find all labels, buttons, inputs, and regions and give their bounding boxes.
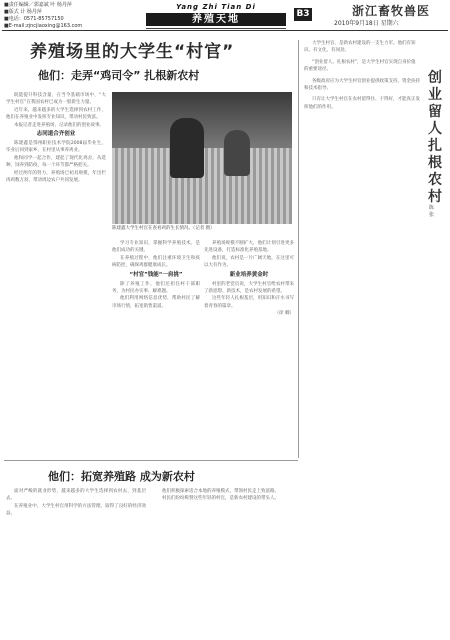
paragraph: 村里的老党员说，大学生村官给农村带来了新思想、新技术，是农村发展的希望。 [204, 281, 294, 295]
meta-line: ■电话：0571-85757150 [4, 16, 64, 22]
paragraph: 他们积极探索适合本地的养殖模式，带领村民走上致富路。 [162, 489, 279, 494]
paragraph: 村民们纷纷称赞这些年轻的村官，是新农村建设的带头人。 [162, 496, 279, 502]
masthead [0, 0, 450, 30]
section-divider [4, 460, 298, 461]
page-number-badge: B3 [294, 8, 312, 21]
paragraph: 这些年轻人扎根基层，用知识和汗水书写着青春的篇章。 [204, 296, 294, 309]
header-rule [2, 30, 448, 31]
section-underline [146, 28, 286, 29]
paragraph: 陈建鑫是鄂州职业技术学院2008届毕业生，毕业后回到家乡，在村里从事养鸡业。 [6, 141, 106, 154]
paragraph: 既能提升科技含量，在当今基础市场中，“大学生村官”在我国农村已成为一股新生力量。 [6, 93, 106, 106]
paragraph: 除了养殖工作，他们还担任村干部职务，为村民办实事、解难题。 [112, 281, 200, 295]
photo-person [170, 118, 204, 178]
paragraph: 经过两年的努力，养殖场已初具规模，年出栏肉鸡数万羽，带动周边农户共同发展。 [6, 170, 106, 184]
article-column-mid [112, 240, 200, 310]
commentary-author: 陈 张 [429, 205, 435, 218]
paragraph: 他们说，农村是一片广阔天地，在这里可以大有作为。 [204, 255, 294, 269]
article-photo [112, 92, 292, 224]
paragraph: 学习专业知识，掌握科学养殖技术，是他们成功的关键。 [112, 241, 200, 254]
issue-date: 2010年9月18日 星期六 [334, 20, 399, 27]
byline: （徐 卿） [274, 311, 294, 317]
article-column-right [154, 488, 294, 503]
commentary-title: 创业留人扎根农村 [428, 70, 442, 205]
subheading: “村官”钱能“一肩挑” [129, 271, 183, 278]
section-pinyin: Yang Zhi Tian Di [176, 3, 256, 11]
paragraph: 近年来，越来越多的大学生选择到农村工作，他们在养殖业中发挥专业知识，带动村民致富。 [6, 107, 106, 121]
paragraph: 本报记者走进养殖场，记录他们的创业故事。 [14, 122, 104, 128]
article-column-left [6, 92, 106, 184]
meta-line: ■E-mail:zjncjiaoxing@163.com [4, 23, 83, 29]
paragraph: 大学生村官，是新农村建设的一支生力军。他们有知识、有文化、有闯劲。 [304, 41, 416, 54]
subheading: 新业培养黄金时 [229, 271, 269, 278]
meta-line: ■责任编辑／郭嘉斌 叶 杨丹萍 [4, 2, 72, 8]
article-column-left [6, 488, 146, 518]
paragraph: “创业留人、扎根农村”，是大学生村官实现自身价值的重要途径。 [304, 59, 416, 73]
article-deck: 他们：拓宽养殖路 成为新农村 [48, 470, 195, 483]
article-column-right [204, 240, 294, 318]
editor-info [4, 2, 82, 30]
section-banner [146, 3, 286, 27]
commentary-column [304, 40, 420, 115]
paragraph: 面对严峻的就业形势，越来越多的大学生选择到农村去，到基层去。 [6, 489, 146, 502]
subheading: 志同道合齐创业 [36, 131, 76, 138]
photo-caption: 陈建鑫大学生村官在查看鸡的生长情况。（记者 摄） [112, 226, 215, 231]
paragraph: 在养殖过程中，他们注重环境卫生和疫病防控，确保鸡群健康成长。 [112, 255, 200, 269]
newspaper-logo: 浙江畜牧兽医 [352, 4, 431, 18]
paragraph: 各级政府应为大学生村官创业提供政策支持、资金扶持和技术指导。 [304, 78, 420, 92]
section-title: 养殖天地 [146, 13, 286, 26]
paragraph: 在养殖业中，大学生村官用科学的方法管理，取得了良好的经济效益。 [6, 503, 146, 517]
paragraph: 他们利用网络信息优势，帮助村民了解市场行情，拓宽销售渠道。 [112, 296, 200, 309]
paragraph: 他和同学一起合作，建起了现代化鸡舍，从选种、饲养到防疫，每一个环节都严格把关。 [6, 155, 106, 169]
photo-person [224, 130, 250, 176]
meta-line: ■版式 计 杨丹萍 [4, 9, 42, 15]
article-headline: 养殖场里的大学生“村官” [30, 42, 235, 62]
paragraph: 养殖场规模不断扩大，他们计划引进更多先进设备，打造标准化养殖基地。 [204, 241, 294, 254]
paragraph: 只有让大学生村官在农村留得住、干得好，才能真正发挥他们的作用。 [304, 97, 420, 110]
column-divider [298, 40, 299, 458]
article-deck: 他们：走弄“鸡司令” 扎根新农村 [38, 69, 200, 82]
